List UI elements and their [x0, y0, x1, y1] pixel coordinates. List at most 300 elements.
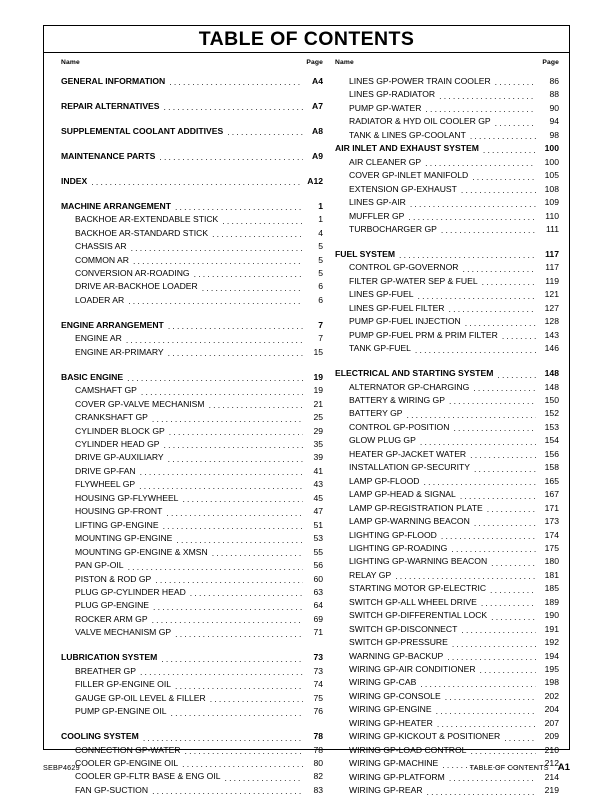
toc-entry-page: 55: [313, 546, 323, 557]
toc-entry-row[interactable]: [335, 703, 559, 716]
toc-entry-page: 100: [544, 156, 559, 167]
toc-entry-page: 80: [313, 757, 323, 768]
toc-entry-page: 148: [544, 381, 559, 392]
toc-entry-label: LINES GP-POWER TRAIN COOLER: [349, 76, 491, 86]
toc-entry-page: 111: [545, 223, 559, 234]
toc-entry-row[interactable]: [335, 676, 559, 689]
toc-entry-page: 63: [313, 587, 323, 597]
toc-entry-label: FILLER GP-ENGINE OIL: [75, 679, 171, 690]
toc-entry-page: 214: [544, 771, 559, 782]
toc-entry-label: FILTER GP-WATER SEP & FUEL: [349, 275, 478, 286]
toc-entry-row[interactable]: [61, 519, 323, 532]
toc-entry-row[interactable]: [335, 275, 559, 288]
dot-leader: [161, 655, 303, 663]
dot-leader: [425, 105, 536, 113]
toc-entry-label: CONTROL GP-GOVERNOR: [349, 262, 459, 273]
toc-entry-row[interactable]: [335, 421, 559, 434]
toc-entry-page: 78: [313, 731, 323, 742]
toc-entry-page: 212: [544, 758, 559, 769]
toc-entry-row[interactable]: [61, 240, 323, 253]
toc-entry-page: 127: [544, 302, 559, 313]
toc-entry-row[interactable]: [61, 280, 323, 293]
toc-entry-row[interactable]: [335, 302, 559, 315]
dot-leader: [461, 626, 536, 634]
toc-entry-row[interactable]: [335, 407, 559, 420]
toc-entry-label: CHASSIS AR: [75, 241, 127, 252]
toc-entry-page: 219: [544, 785, 559, 796]
toc-entry-page: 119: [545, 275, 559, 286]
toc-entry-page: 7: [318, 333, 323, 344]
toc-entry-label: LIFTING GP-ENGINE: [75, 519, 159, 530]
toc-entry-page: 150: [544, 394, 559, 405]
toc-entry-row[interactable]: [335, 183, 559, 196]
toc-entry-label: WIRING GP-CONSOLE: [349, 690, 441, 701]
toc-entry-row[interactable]: [335, 542, 559, 555]
toc-entry-row[interactable]: [61, 505, 323, 518]
toc-entry-label: CRANKSHAFT GP: [75, 412, 148, 423]
toc-entry-row[interactable]: [335, 210, 559, 223]
dot-leader: [449, 397, 536, 405]
dot-leader: [210, 695, 303, 703]
toc-entry-row[interactable]: [335, 196, 559, 209]
toc-entry-label: LIGHTING GP-FLOOD: [349, 529, 437, 540]
toc-entry-page: 47: [313, 506, 323, 517]
toc-entry-row[interactable]: [61, 438, 323, 451]
dot-leader: [495, 78, 536, 86]
dot-leader: [491, 613, 536, 621]
toc-entry-label: COVER GP-INLET MANIFOLD: [349, 170, 469, 181]
toc-section-row[interactable]: [335, 367, 559, 380]
toc-entry-row[interactable]: [335, 609, 559, 622]
toc-entry-row[interactable]: [335, 288, 559, 301]
toc-entry-page: 35: [313, 439, 323, 450]
dot-leader: [449, 305, 536, 313]
toc-entry-row[interactable]: [335, 75, 559, 88]
toc-entry-row[interactable]: [335, 315, 559, 328]
toc-entry-label: BATTERY & WIRING GP: [349, 394, 445, 405]
toc-entry-page: 19: [313, 385, 323, 396]
dot-leader: [127, 374, 303, 382]
toc-entry-row[interactable]: [61, 532, 323, 545]
toc-entry-label: BACKHOE AR-STANDARD STICK: [75, 227, 209, 238]
dot-leader: [399, 251, 536, 259]
toc-entry-label: LAMP GP-REGISTRATION PLATE: [349, 502, 483, 513]
dot-leader: [470, 451, 536, 459]
dot-leader: [473, 384, 536, 392]
toc-entry-label: SWITCH GP-DISCONNECT: [349, 623, 458, 634]
toc-entry-row[interactable]: [61, 451, 323, 464]
toc-entry-page: 73: [313, 665, 323, 676]
toc-entry-label: RADIATOR & HYD OIL COOLER GP: [349, 116, 491, 127]
dot-leader: [166, 509, 303, 517]
toc-entry-label: WIRING GP-HEATER: [349, 717, 433, 728]
toc-entry-page: 39: [313, 452, 323, 463]
toc-entry-page: 51: [313, 519, 323, 530]
toc-entry-label: MUFFLER GP: [349, 210, 405, 221]
dot-leader: [152, 787, 303, 795]
toc-entry-page: 171: [544, 502, 559, 513]
toc-section-row[interactable]: [335, 248, 559, 261]
dot-leader: [175, 630, 303, 638]
toc-entry-label: EXTENSION GP-EXHAUST: [349, 183, 457, 194]
toc-entry-row[interactable]: [335, 342, 559, 355]
toc-entry-page: 6: [318, 294, 323, 305]
toc-entry-row[interactable]: [335, 448, 559, 461]
toc-entry-row[interactable]: [335, 156, 559, 169]
dot-leader: [452, 640, 536, 648]
dot-leader: [420, 680, 536, 688]
toc-section-row[interactable]: [61, 319, 323, 332]
toc-entry-label: WIRING GP-LOAD CONTROL: [349, 744, 467, 755]
toc-entry-page: 165: [544, 475, 559, 486]
toc-left-entries: [61, 75, 323, 797]
dot-leader: [483, 146, 536, 154]
toc-entry-label: PLUG GP-CYLINDER HEAD: [75, 587, 186, 597]
toc-entry-row[interactable]: [335, 663, 559, 676]
toc-entry-page: 210: [544, 744, 559, 755]
toc-entry-row[interactable]: [61, 586, 323, 599]
toc-entry-label: GENERAL INFORMATION: [61, 76, 166, 86]
dot-leader: [470, 747, 536, 755]
toc-entry-row[interactable]: [335, 784, 559, 797]
toc-entry-row[interactable]: [61, 692, 323, 705]
dot-leader: [491, 559, 536, 567]
dot-leader: [128, 297, 303, 305]
toc-entry-page: 6: [318, 281, 323, 292]
toc-entry-label: LINES GP-FUEL FILTER: [349, 302, 445, 313]
toc-entry-label: WARNING GP-BACKUP: [349, 650, 444, 661]
toc-entry-page: 43: [313, 479, 323, 490]
toc-entry-label: LINES GP-AIR: [349, 197, 406, 208]
dot-leader: [128, 563, 303, 571]
toc-entry-label: GLOW PLUG GP: [349, 435, 416, 446]
toc-entry-row[interactable]: [61, 346, 323, 359]
toc-entry-label: LIGHTING GP-WARNING BEACON: [349, 556, 488, 567]
toc-entry-row[interactable]: [335, 555, 559, 568]
dot-leader: [168, 455, 303, 463]
toc-entry-page: 110: [545, 210, 559, 221]
toc-entry-label: CONNECTION GP-WATER: [75, 744, 181, 755]
toc-entry-row[interactable]: [335, 461, 559, 474]
dot-leader: [417, 292, 536, 300]
toc-entry-label: ALTERNATOR GP-CHARGING: [349, 381, 470, 392]
toc-entry-page: 53: [313, 533, 323, 544]
toc-entry-row[interactable]: [335, 261, 559, 274]
toc-entry-page: 5: [318, 268, 323, 279]
dot-leader: [164, 103, 303, 111]
toc-entry-row[interactable]: [335, 129, 559, 142]
toc-entry-label: RELAY GP: [349, 569, 392, 580]
toc-entry-label: COVER GP-VALVE MECHANISM: [75, 398, 205, 409]
toc-entry-row[interactable]: [61, 559, 323, 572]
footer-section-label: TABLE OF CONTENTS: [469, 763, 549, 772]
toc-entry-label: PUMP GP-WATER: [349, 102, 422, 113]
dot-leader: [131, 244, 303, 252]
toc-entry-page: 148: [544, 368, 559, 379]
dot-leader: [175, 682, 303, 690]
toc-entry-row[interactable]: [61, 678, 323, 691]
toc-entry-row[interactable]: [61, 626, 323, 639]
toc-entry-row[interactable]: [61, 227, 323, 240]
toc-entry-label: FUEL SYSTEM: [335, 248, 396, 259]
toc-entry-page: A12: [307, 175, 323, 186]
toc-entry-page: 154: [544, 435, 559, 446]
dot-leader: [490, 586, 536, 594]
toc-section-row[interactable]: [61, 125, 323, 138]
dot-leader: [425, 159, 536, 167]
dot-leader: [463, 265, 537, 273]
toc-entry-row[interactable]: [335, 434, 559, 447]
toc-section-row[interactable]: [61, 651, 323, 664]
dot-leader: [453, 424, 536, 432]
toc-entry-row[interactable]: [61, 492, 323, 505]
toc-section-row[interactable]: [61, 200, 323, 213]
toc-entry-row[interactable]: [335, 475, 559, 488]
toc-entry-label: FAN GP-SUCTION: [75, 784, 149, 795]
toc-entry-label: PUMP GP-ENGINE OIL: [75, 706, 167, 717]
toc-entry-row[interactable]: [335, 88, 559, 101]
toc-section-row[interactable]: [61, 175, 323, 188]
toc-entry-label: COOLING SYSTEM: [61, 731, 139, 742]
dot-leader: [169, 78, 303, 86]
dot-leader: [482, 278, 536, 286]
toc-entry-label: BREATHER GP: [75, 665, 136, 676]
toc-entry-row[interactable]: [335, 223, 559, 236]
dot-leader: [504, 734, 536, 742]
left-column-header-name: Name: [61, 59, 80, 66]
dot-leader: [502, 332, 536, 340]
toc-section-row[interactable]: [61, 100, 323, 113]
right-column-header-name: Name: [335, 59, 354, 66]
toc-entry-row[interactable]: [61, 332, 323, 345]
dot-leader: [227, 128, 303, 136]
toc-entry-page: 156: [544, 448, 559, 459]
toc-entry-label: GAUGE GP-OIL LEVEL & FILLER: [75, 692, 206, 703]
dot-leader: [139, 482, 303, 490]
toc-entry-row[interactable]: [61, 213, 323, 226]
toc-section-row[interactable]: [61, 730, 323, 743]
toc-entry-page: 100: [544, 143, 559, 154]
toc-entry-row[interactable]: [335, 329, 559, 342]
left-column-header-page: Page: [306, 59, 323, 66]
toc-entry-page: 90: [549, 102, 559, 113]
toc-entry-label: TURBOCHARGER GP: [349, 223, 437, 234]
toc-entry-label: DRIVE AR-BACKHOE LOADER: [75, 281, 198, 292]
toc-entry-page: 192: [544, 637, 559, 648]
toc-entry-row[interactable]: [335, 717, 559, 730]
toc-entry-row[interactable]: [335, 582, 559, 595]
dot-leader: [185, 747, 303, 755]
toc-entry-row[interactable]: [61, 573, 323, 586]
toc-entry-page: 19: [313, 371, 323, 382]
dot-leader: [202, 284, 303, 292]
toc-entry-page: 78: [313, 744, 323, 755]
toc-entry-page: 202: [544, 690, 559, 701]
toc-entry-page: 71: [313, 627, 323, 638]
dot-leader: [436, 707, 536, 715]
toc-entry-label: ENGINE AR-PRIMARY: [75, 346, 164, 357]
dot-leader: [176, 536, 303, 544]
toc-entry-page: 41: [313, 465, 323, 476]
dot-leader: [153, 603, 303, 611]
toc-entry-label: MOUNTING GP-ENGINE: [75, 533, 173, 544]
dot-leader: [441, 226, 536, 234]
toc-entry-row[interactable]: [335, 623, 559, 636]
toc-entry-label: FLYWHEEL GP: [75, 479, 136, 490]
toc-entry-row[interactable]: [61, 294, 323, 307]
toc-entry-row[interactable]: [335, 115, 559, 128]
toc-entry-row[interactable]: [335, 515, 559, 528]
toc-entry-label: AIR CLEANER GP: [349, 156, 422, 167]
dot-leader: [143, 734, 303, 742]
toc-entry-label: WIRING GP-AIR CONDITIONER: [349, 664, 476, 675]
toc-entry-label: INDEX: [61, 175, 88, 186]
dot-leader: [133, 257, 303, 265]
toc-entry-page: 194: [544, 650, 559, 661]
toc-entry-label: LOADER AR: [75, 294, 125, 305]
toc-entry-page: 175: [544, 542, 559, 553]
toc-entry-page: 146: [544, 343, 559, 354]
toc-entry-label: PUMP GP-FUEL INJECTION: [349, 316, 461, 327]
toc-entry-label: CAMSHAFT GP: [75, 385, 137, 396]
toc-entry-row[interactable]: [61, 705, 323, 718]
toc-entry-row[interactable]: [335, 636, 559, 649]
dot-leader: [408, 213, 536, 221]
toc-section-row[interactable]: [61, 150, 323, 163]
toc-entry-row[interactable]: [335, 102, 559, 115]
dot-leader: [474, 519, 536, 527]
dot-leader: [182, 495, 303, 503]
toc-entry-label: CYLINDER HEAD GP: [75, 439, 160, 450]
toc-entry-row[interactable]: [335, 596, 559, 609]
toc-entry-page: 173: [544, 516, 559, 527]
toc-entry-page: 60: [313, 573, 323, 584]
dot-leader: [437, 720, 536, 728]
toc-entry-label: ELECTRICAL AND STARTING SYSTEM: [335, 368, 494, 379]
toc-entry-page: 204: [544, 704, 559, 715]
dot-leader: [169, 428, 303, 436]
toc-entry-row[interactable]: [61, 267, 323, 280]
toc-entry-page: 69: [313, 613, 323, 624]
dot-leader: [447, 653, 536, 661]
toc-entry-label: WIRING GP-PLATFORM: [349, 771, 445, 782]
toc-entry-label: COMMON AR: [75, 254, 129, 265]
toc-entry-page: 152: [544, 408, 559, 419]
dot-leader: [140, 468, 303, 476]
toc-entry-row[interactable]: [335, 650, 559, 663]
dot-leader: [159, 153, 303, 161]
toc-entry-row[interactable]: [61, 425, 323, 438]
toc-entry-row[interactable]: [335, 569, 559, 582]
footer-doc-number: SEBP4629: [43, 763, 80, 772]
toc-right-entries: [335, 75, 559, 798]
toc-entry-label: PLUG GP-ENGINE: [75, 600, 150, 611]
toc-entry-label: WIRING GP-ENGINE: [349, 704, 432, 715]
toc-entry-row[interactable]: [61, 665, 323, 678]
toc-entry-row[interactable]: [61, 784, 323, 797]
toc-entry-page: A7: [312, 100, 323, 111]
toc-section-row[interactable]: [61, 371, 323, 384]
toc-entry-page: 121: [544, 289, 559, 300]
dot-leader: [410, 200, 536, 208]
toc-entry-page: 56: [313, 560, 323, 571]
toc-entry-page: 181: [544, 569, 559, 580]
toc-entry-label: HOUSING GP-FRONT: [75, 506, 163, 517]
toc-entry-row[interactable]: [61, 411, 323, 424]
dot-leader: [472, 173, 536, 181]
toc-entry-label: WIRING GP-REAR: [349, 785, 423, 796]
toc-entry-label: BATTERY GP: [349, 408, 403, 419]
dot-leader: [449, 774, 536, 782]
toc-entry-row[interactable]: [61, 546, 323, 559]
toc-entry-row[interactable]: [335, 381, 559, 394]
toc-entry-row[interactable]: [61, 478, 323, 491]
toc-entry-page: 98: [549, 129, 559, 140]
toc-entry-row[interactable]: [61, 384, 323, 397]
dot-leader: [481, 599, 536, 607]
toc-entry-label: WIRING GP-CAB: [349, 677, 417, 688]
toc-entry-row[interactable]: [335, 488, 559, 501]
toc-entry-label: HOUSING GP-FLYWHEEL: [75, 492, 179, 503]
dot-leader: [439, 92, 536, 100]
toc-entry-row[interactable]: [335, 690, 559, 703]
toc-entry-row[interactable]: [61, 254, 323, 267]
dot-leader: [460, 492, 536, 500]
toc-entry-row[interactable]: [61, 398, 323, 411]
toc-entry-page: 83: [313, 784, 323, 795]
toc-entry-label: ENGINE AR: [75, 333, 122, 344]
toc-entry-row[interactable]: [61, 613, 323, 626]
toc-entry-row[interactable]: [335, 744, 559, 757]
toc-entry-row[interactable]: [335, 394, 559, 407]
dot-leader: [164, 441, 303, 449]
dot-leader: [91, 178, 303, 186]
dot-leader: [465, 319, 536, 327]
toc-entry-label: AIR INLET AND EXHAUST SYSTEM: [335, 143, 479, 154]
toc-entry-row[interactable]: [335, 169, 559, 182]
dot-leader: [445, 693, 536, 701]
toc-entry-label: REPAIR ALTERNATIVES: [61, 100, 160, 111]
toc-entry-row[interactable]: [335, 529, 559, 542]
toc-entry-row[interactable]: [335, 502, 559, 515]
dot-leader: [155, 576, 303, 584]
toc-entry-label: DRIVE GP-AUXILIARY: [75, 452, 164, 463]
toc-entry-page: 190: [544, 610, 559, 621]
toc-entry-page: 25: [313, 412, 323, 423]
dot-leader: [209, 401, 303, 409]
dot-leader: [461, 186, 536, 194]
dot-leader: [212, 549, 303, 557]
dot-leader: [495, 119, 536, 127]
toc-entry-page: 1: [318, 214, 323, 225]
toc-entry-label: LINES GP-FUEL: [349, 289, 414, 300]
toc-entry-page: 94: [549, 116, 559, 127]
toc-entry-row[interactable]: [61, 465, 323, 478]
toc-entry-row[interactable]: [335, 730, 559, 743]
dot-leader: [126, 336, 303, 344]
toc-entry-row[interactable]: [61, 744, 323, 757]
dot-leader: [168, 349, 303, 357]
toc-section-row[interactable]: [61, 75, 323, 88]
toc-entry-page: 75: [313, 692, 323, 703]
footer-page-number: A1: [557, 762, 570, 773]
toc-section-row[interactable]: [335, 142, 559, 155]
dot-leader: [194, 270, 303, 278]
footer-right: [470, 762, 570, 773]
dot-leader: [175, 203, 303, 211]
toc-entry-row[interactable]: [61, 599, 323, 612]
toc-entry-label: SWITCH GP-DIFFERENTIAL LOCK: [349, 610, 488, 621]
